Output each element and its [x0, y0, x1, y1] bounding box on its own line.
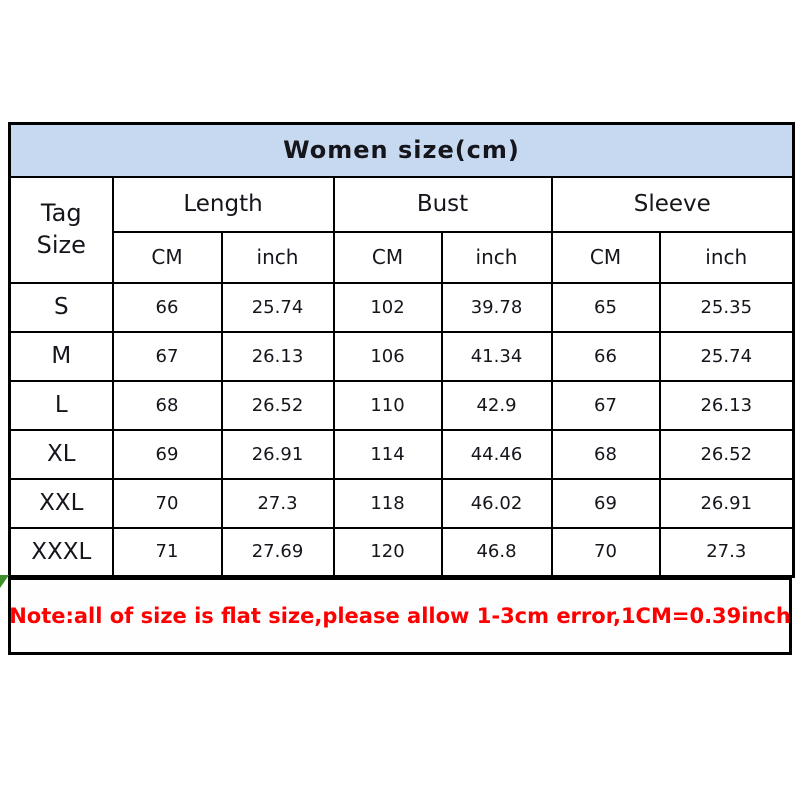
- value-cell: 120: [334, 528, 442, 577]
- value-cell: 69: [552, 479, 660, 528]
- value-cell: 67: [113, 332, 222, 381]
- value-cell: 118: [334, 479, 442, 528]
- size-label: L: [10, 381, 113, 430]
- value-cell: 67: [552, 381, 660, 430]
- unit-header-sleeve-inch: inch: [660, 232, 794, 283]
- value-cell: 68: [552, 430, 660, 479]
- value-cell: 71: [113, 528, 222, 577]
- group-header-sleeve: Sleeve: [552, 177, 794, 232]
- green-triangle-accent-icon: [0, 575, 9, 588]
- size-label: M: [10, 332, 113, 381]
- size-label: XL: [10, 430, 113, 479]
- value-cell: 39.78: [442, 283, 552, 332]
- women-size-table: [8, 122, 795, 578]
- value-cell: 25.35: [660, 283, 794, 332]
- group-header-row: [10, 177, 794, 232]
- value-cell: 69: [113, 430, 222, 479]
- value-cell: 42.9: [442, 381, 552, 430]
- value-cell: 114: [334, 430, 442, 479]
- value-cell: 68: [113, 381, 222, 430]
- table-row-xl: [10, 430, 794, 479]
- value-cell: 26.52: [660, 430, 794, 479]
- value-cell: 66: [552, 332, 660, 381]
- group-header-bust: Bust: [334, 177, 552, 232]
- value-cell: 26.13: [222, 332, 334, 381]
- size-label: S: [10, 283, 113, 332]
- table-row-xxl: [10, 479, 794, 528]
- value-cell: 26.91: [222, 430, 334, 479]
- unit-header-sleeve-cm: CM: [552, 232, 660, 283]
- value-cell: 102: [334, 283, 442, 332]
- unit-header-length-cm: CM: [113, 232, 222, 283]
- value-cell: 44.46: [442, 430, 552, 479]
- value-cell: 110: [334, 381, 442, 430]
- value-cell: 27.3: [222, 479, 334, 528]
- value-cell: 66: [113, 283, 222, 332]
- value-cell: 26.13: [660, 381, 794, 430]
- unit-header-length-inch: inch: [222, 232, 334, 283]
- value-cell: 26.91: [660, 479, 794, 528]
- value-cell: 27.69: [222, 528, 334, 577]
- corner-header-line2: Size: [36, 230, 86, 259]
- table-row-l: [10, 381, 794, 430]
- value-cell: 65: [552, 283, 660, 332]
- table-row-m: [10, 332, 794, 381]
- table-row-xxxl: [10, 528, 794, 577]
- corner-header-line1: Tag: [40, 199, 82, 228]
- value-cell: 106: [334, 332, 442, 381]
- note-box: [8, 577, 792, 655]
- value-cell: 41.34: [442, 332, 552, 381]
- value-cell: 70: [552, 528, 660, 577]
- size-label: XXXL: [10, 528, 113, 577]
- note-text: Note:all of size is flat size,please allow 1-3cm error,1CM=0.39inch: [9, 604, 791, 628]
- table-row-s: [10, 283, 794, 332]
- table-title: Women size(cm): [10, 124, 794, 177]
- value-cell: 25.74: [660, 332, 794, 381]
- value-cell: 46.8: [442, 528, 552, 577]
- value-cell: 70: [113, 479, 222, 528]
- unit-header-row: [10, 232, 794, 283]
- group-header-length: Length: [113, 177, 334, 232]
- unit-header-bust-cm: CM: [334, 232, 442, 283]
- unit-header-bust-inch: inch: [442, 232, 552, 283]
- corner-header-tag-size: [10, 177, 113, 283]
- table-title-row: [10, 124, 794, 177]
- size-label: XXL: [10, 479, 113, 528]
- value-cell: 27.3: [660, 528, 794, 577]
- value-cell: 26.52: [222, 381, 334, 430]
- value-cell: 25.74: [222, 283, 334, 332]
- value-cell: 46.02: [442, 479, 552, 528]
